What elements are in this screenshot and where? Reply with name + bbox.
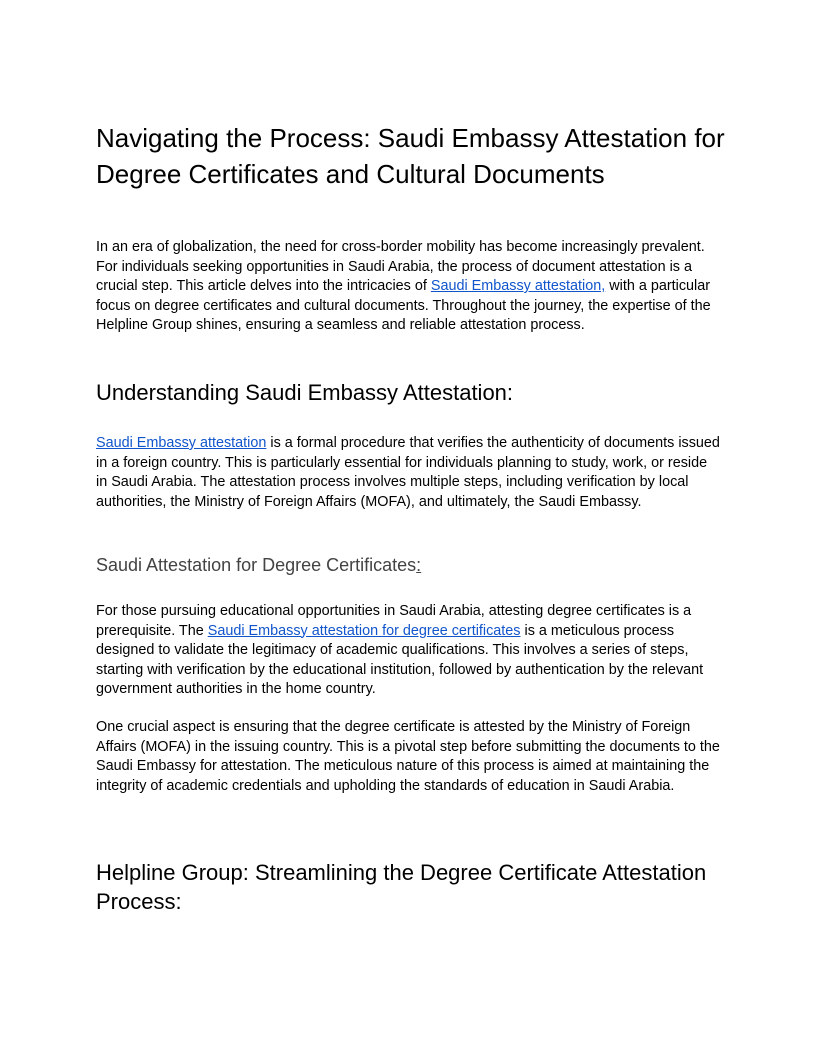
section-heading-helpline-group: Helpline Group: Streamlining the Degree Certificate Attestation Process: [96,860,707,914]
section-heading-degree-certificates [96,553,736,577]
intro-text-start: In an era of globalization, the need for cross-border mobility has become increasingly prevalent. For individuals seeking opportunities in Saudi Arabia, the process of document attestation is a crucial step. This article delves into the intricacies of [96,239,705,294]
understanding-paragraph [96,434,720,512]
degree-p1-text-end: is a meticulous process designed to validate the legitimacy of academic qualifications. This involves a series of steps, starting with verification by the educational institution, followed by authentication by the relevant government authorities in the home country. [96,622,704,697]
degree-heading-text: Saudi Attestation for Degree Certificates [96,555,417,575]
understanding-text: is a formal procedure that verifies the authenticity of documents issued in a foreign country. This is particularly essential for individuals planning to study, work, or reside in Saudi Arabia. The attestation process involves multiple steps, including verification by local authorities, the Ministry of Foreign Affairs (MOFA), and ultimately, the Saudi Embassy. [96,435,720,510]
section-heading-understanding: Understanding Saudi Embassy Attestation: [96,380,514,405]
degree-paragraph-1 [96,602,720,700]
saudi-embassy-attestation-link[interactable]: Saudi Embassy attestation, [430,278,606,294]
degree-paragraph-2: One crucial aspect is ensuring that the degree certificate is attested by the Ministry of Foreign Affairs (MOFA) in the issuing country. This is a pivotal step before submitting the documents to the Saudi Embassy for attestation. The meticulous nature of this process is aimed at maintaining the integrity of academic credentials and upholding the standards of education in Saudi Arabia. [96,719,720,794]
degree-p1-text-start: For those pursuing educational opportunities in Saudi Arabia, attesting degree certificates is a prerequisite. The [96,603,692,639]
degree-heading-colon: : [416,555,422,575]
intro-paragraph [96,238,720,336]
degree-certificates-attestation-link[interactable]: Saudi Embassy attestation for degree certificates [207,622,521,639]
document-title: Navigating the Process: Saudi Embassy Attestation for Degree Certificates and Cultural Documents [96,123,725,189]
intro-text-end: with a particular focus on degree certificates and cultural documents. Throughout the journey, the expertise of the Helpline Group shines, ensuring a seamless and reliable attestation process. [96,278,711,333]
saudi-embassy-attestation-inline-link[interactable]: Saudi Embassy attestation [96,435,267,451]
